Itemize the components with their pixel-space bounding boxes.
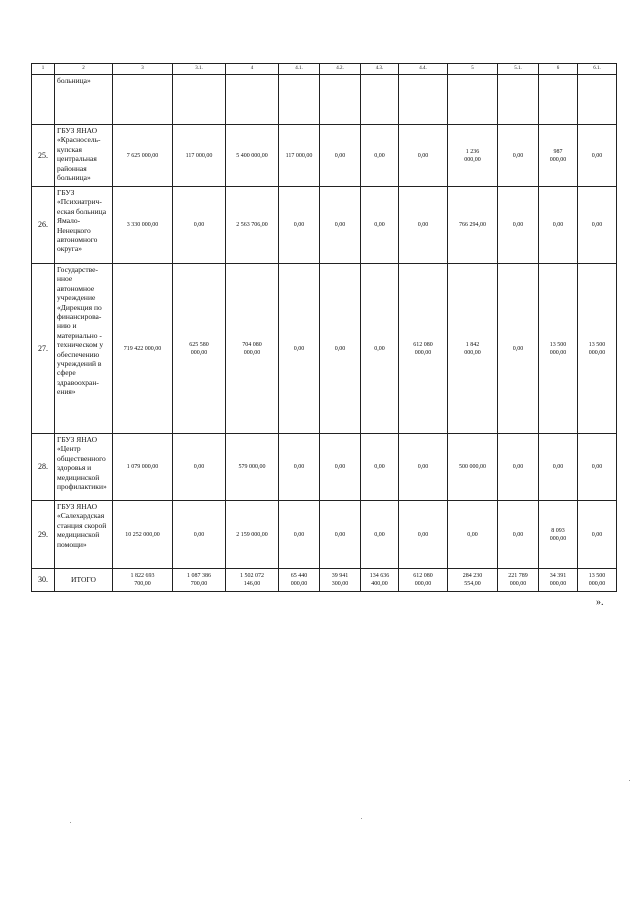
amount-cell: 2 159 000,00: [226, 501, 279, 569]
column-number: 4.1.: [279, 64, 320, 75]
amount-cell: 0,00: [399, 187, 448, 264]
total-cell: 612 080 000,00: [399, 569, 448, 592]
amount-cell: 0,00: [498, 501, 539, 569]
amount-cell: 719 422 000,00: [113, 264, 173, 434]
amount-cell: 0,00: [320, 434, 361, 501]
amount-cell: 0,00: [361, 187, 399, 264]
amount-cell: [399, 75, 448, 125]
table-row: [32, 501, 617, 569]
amount-cell: 0,00: [361, 501, 399, 569]
amount-cell: [578, 75, 617, 125]
amount-cell: 579 000,00: [226, 434, 279, 501]
amount-cell: 0,00: [498, 125, 539, 187]
table-row: [32, 264, 617, 434]
amount-cell: 0,00: [320, 187, 361, 264]
column-number: 4.4.: [399, 64, 448, 75]
row-number: 28.: [32, 434, 55, 501]
amount-cell: 0,00: [173, 434, 226, 501]
amount-cell: 0,00: [539, 187, 578, 264]
column-number: 4.2.: [320, 64, 361, 75]
amount-cell: 5 400 000,00: [226, 125, 279, 187]
column-number: 4: [226, 64, 279, 75]
institution-name: ГБУЗ ЯНАО «Салехардская станция скорой медицинской помощи»: [55, 501, 113, 569]
column-number-row: [32, 64, 617, 75]
total-cell: 34 391 000,00: [539, 569, 578, 592]
amount-cell: 7 625 000,00: [113, 125, 173, 187]
amount-cell: [226, 75, 279, 125]
amount-cell: 704 080 000,00: [226, 264, 279, 434]
amount-cell: [361, 75, 399, 125]
amount-cell: [539, 75, 578, 125]
column-number: 6.1.: [578, 64, 617, 75]
amount-cell: 987 000,00: [539, 125, 578, 187]
amount-cell: 0,00: [279, 501, 320, 569]
total-label: ИТОГО: [55, 569, 113, 592]
amount-cell: 612 080 000,00: [399, 264, 448, 434]
amount-cell: 13 500 000,00: [539, 264, 578, 434]
amount-cell: 0,00: [279, 264, 320, 434]
total-cell: 221 789 000,00: [498, 569, 539, 592]
total-cell: 284 230 554,00: [448, 569, 498, 592]
amount-cell: 0,00: [320, 264, 361, 434]
amount-cell: 625 580 000,00: [173, 264, 226, 434]
table-row: [32, 434, 617, 501]
amount-cell: 0,00: [578, 434, 617, 501]
row-number: 26.: [32, 187, 55, 264]
column-number: 5.1.: [498, 64, 539, 75]
amount-cell: 0,00: [361, 125, 399, 187]
row-number: 29.: [32, 501, 55, 569]
amount-cell: 13 500 000,00: [578, 264, 617, 434]
table-row: [32, 125, 617, 187]
amount-cell: 0,00: [399, 501, 448, 569]
total-cell: 65 440 000,00: [279, 569, 320, 592]
total-cell: 1 087 386 700,00: [173, 569, 226, 592]
amount-cell: 0,00: [320, 501, 361, 569]
amount-cell: 117 000,00: [173, 125, 226, 187]
amount-cell: 1 079 000,00: [113, 434, 173, 501]
scan-speck: [629, 780, 630, 781]
amount-cell: 3 330 000,00: [113, 187, 173, 264]
column-number: 2: [55, 64, 113, 75]
column-number: 6: [539, 64, 578, 75]
table-row: [32, 187, 617, 264]
budget-table: [31, 63, 617, 592]
amount-cell: 1 842 000,00: [448, 264, 498, 434]
amount-cell: 0,00: [399, 125, 448, 187]
amount-cell: [320, 75, 361, 125]
scan-speck: [70, 822, 71, 823]
row-number: 27.: [32, 264, 55, 434]
column-number: 3: [113, 64, 173, 75]
closing-quote-mark: ».: [596, 597, 604, 608]
amount-cell: 0,00: [279, 434, 320, 501]
amount-cell: 0,00: [578, 187, 617, 264]
row-number: 30.: [32, 569, 55, 592]
total-cell: 134 636 400,00: [361, 569, 399, 592]
amount-cell: 0,00: [173, 187, 226, 264]
amount-cell: 8 093 000,00: [539, 501, 578, 569]
row-number: 25.: [32, 125, 55, 187]
table-row: [32, 75, 617, 125]
total-cell: 1 502 072 146,00: [226, 569, 279, 592]
amount-cell: 0,00: [279, 187, 320, 264]
institution-name: ГБУЗ ЯНАО «Красноселькупская центральная районная больница»: [55, 125, 113, 187]
amount-cell: [279, 75, 320, 125]
amount-cell: 0,00: [361, 264, 399, 434]
amount-cell: 500 000,00: [448, 434, 498, 501]
amount-cell: 766 294,00: [448, 187, 498, 264]
institution-name: Государственное автономное учреждение «Дирекция по финансированию и материально - техническом у обеспечению учреждений в сфере здравоохранения»: [55, 264, 113, 434]
amount-cell: [498, 75, 539, 125]
amount-cell: 0,00: [448, 501, 498, 569]
amount-cell: 0,00: [578, 501, 617, 569]
institution-name: больница»: [55, 75, 113, 125]
institution-name: ГБУЗ ЯНАО «Центр общественного здоровья и медицинской профилактики»: [55, 434, 113, 501]
amount-cell: 117 000,00: [279, 125, 320, 187]
amount-cell: [448, 75, 498, 125]
amount-cell: 0,00: [361, 434, 399, 501]
amount-cell: 0,00: [498, 264, 539, 434]
column-number: 1: [32, 64, 55, 75]
column-number: 4.3.: [361, 64, 399, 75]
total-cell: 39 941 300,00: [320, 569, 361, 592]
amount-cell: 0,00: [578, 125, 617, 187]
amount-cell: 0,00: [498, 187, 539, 264]
total-row: [32, 569, 617, 592]
amount-cell: 1 236 000,00: [448, 125, 498, 187]
amount-cell: 0,00: [539, 434, 578, 501]
amount-cell: [113, 75, 173, 125]
amount-cell: 0,00: [320, 125, 361, 187]
amount-cell: 0,00: [399, 434, 448, 501]
amount-cell: 0,00: [173, 501, 226, 569]
column-number: 3.1.: [173, 64, 226, 75]
total-cell: 1 822 693 700,00: [113, 569, 173, 592]
scan-speck: [361, 818, 362, 819]
amount-cell: 0,00: [498, 434, 539, 501]
row-number: [32, 75, 55, 125]
amount-cell: [173, 75, 226, 125]
amount-cell: 10 252 000,00: [113, 501, 173, 569]
total-cell: 13 500 000,00: [578, 569, 617, 592]
institution-name: ГБУЗ «Психиатрическая больница Ямало-Ненецкого автономного округа»: [55, 187, 113, 264]
column-number: 5: [448, 64, 498, 75]
amount-cell: 2 563 706,00: [226, 187, 279, 264]
